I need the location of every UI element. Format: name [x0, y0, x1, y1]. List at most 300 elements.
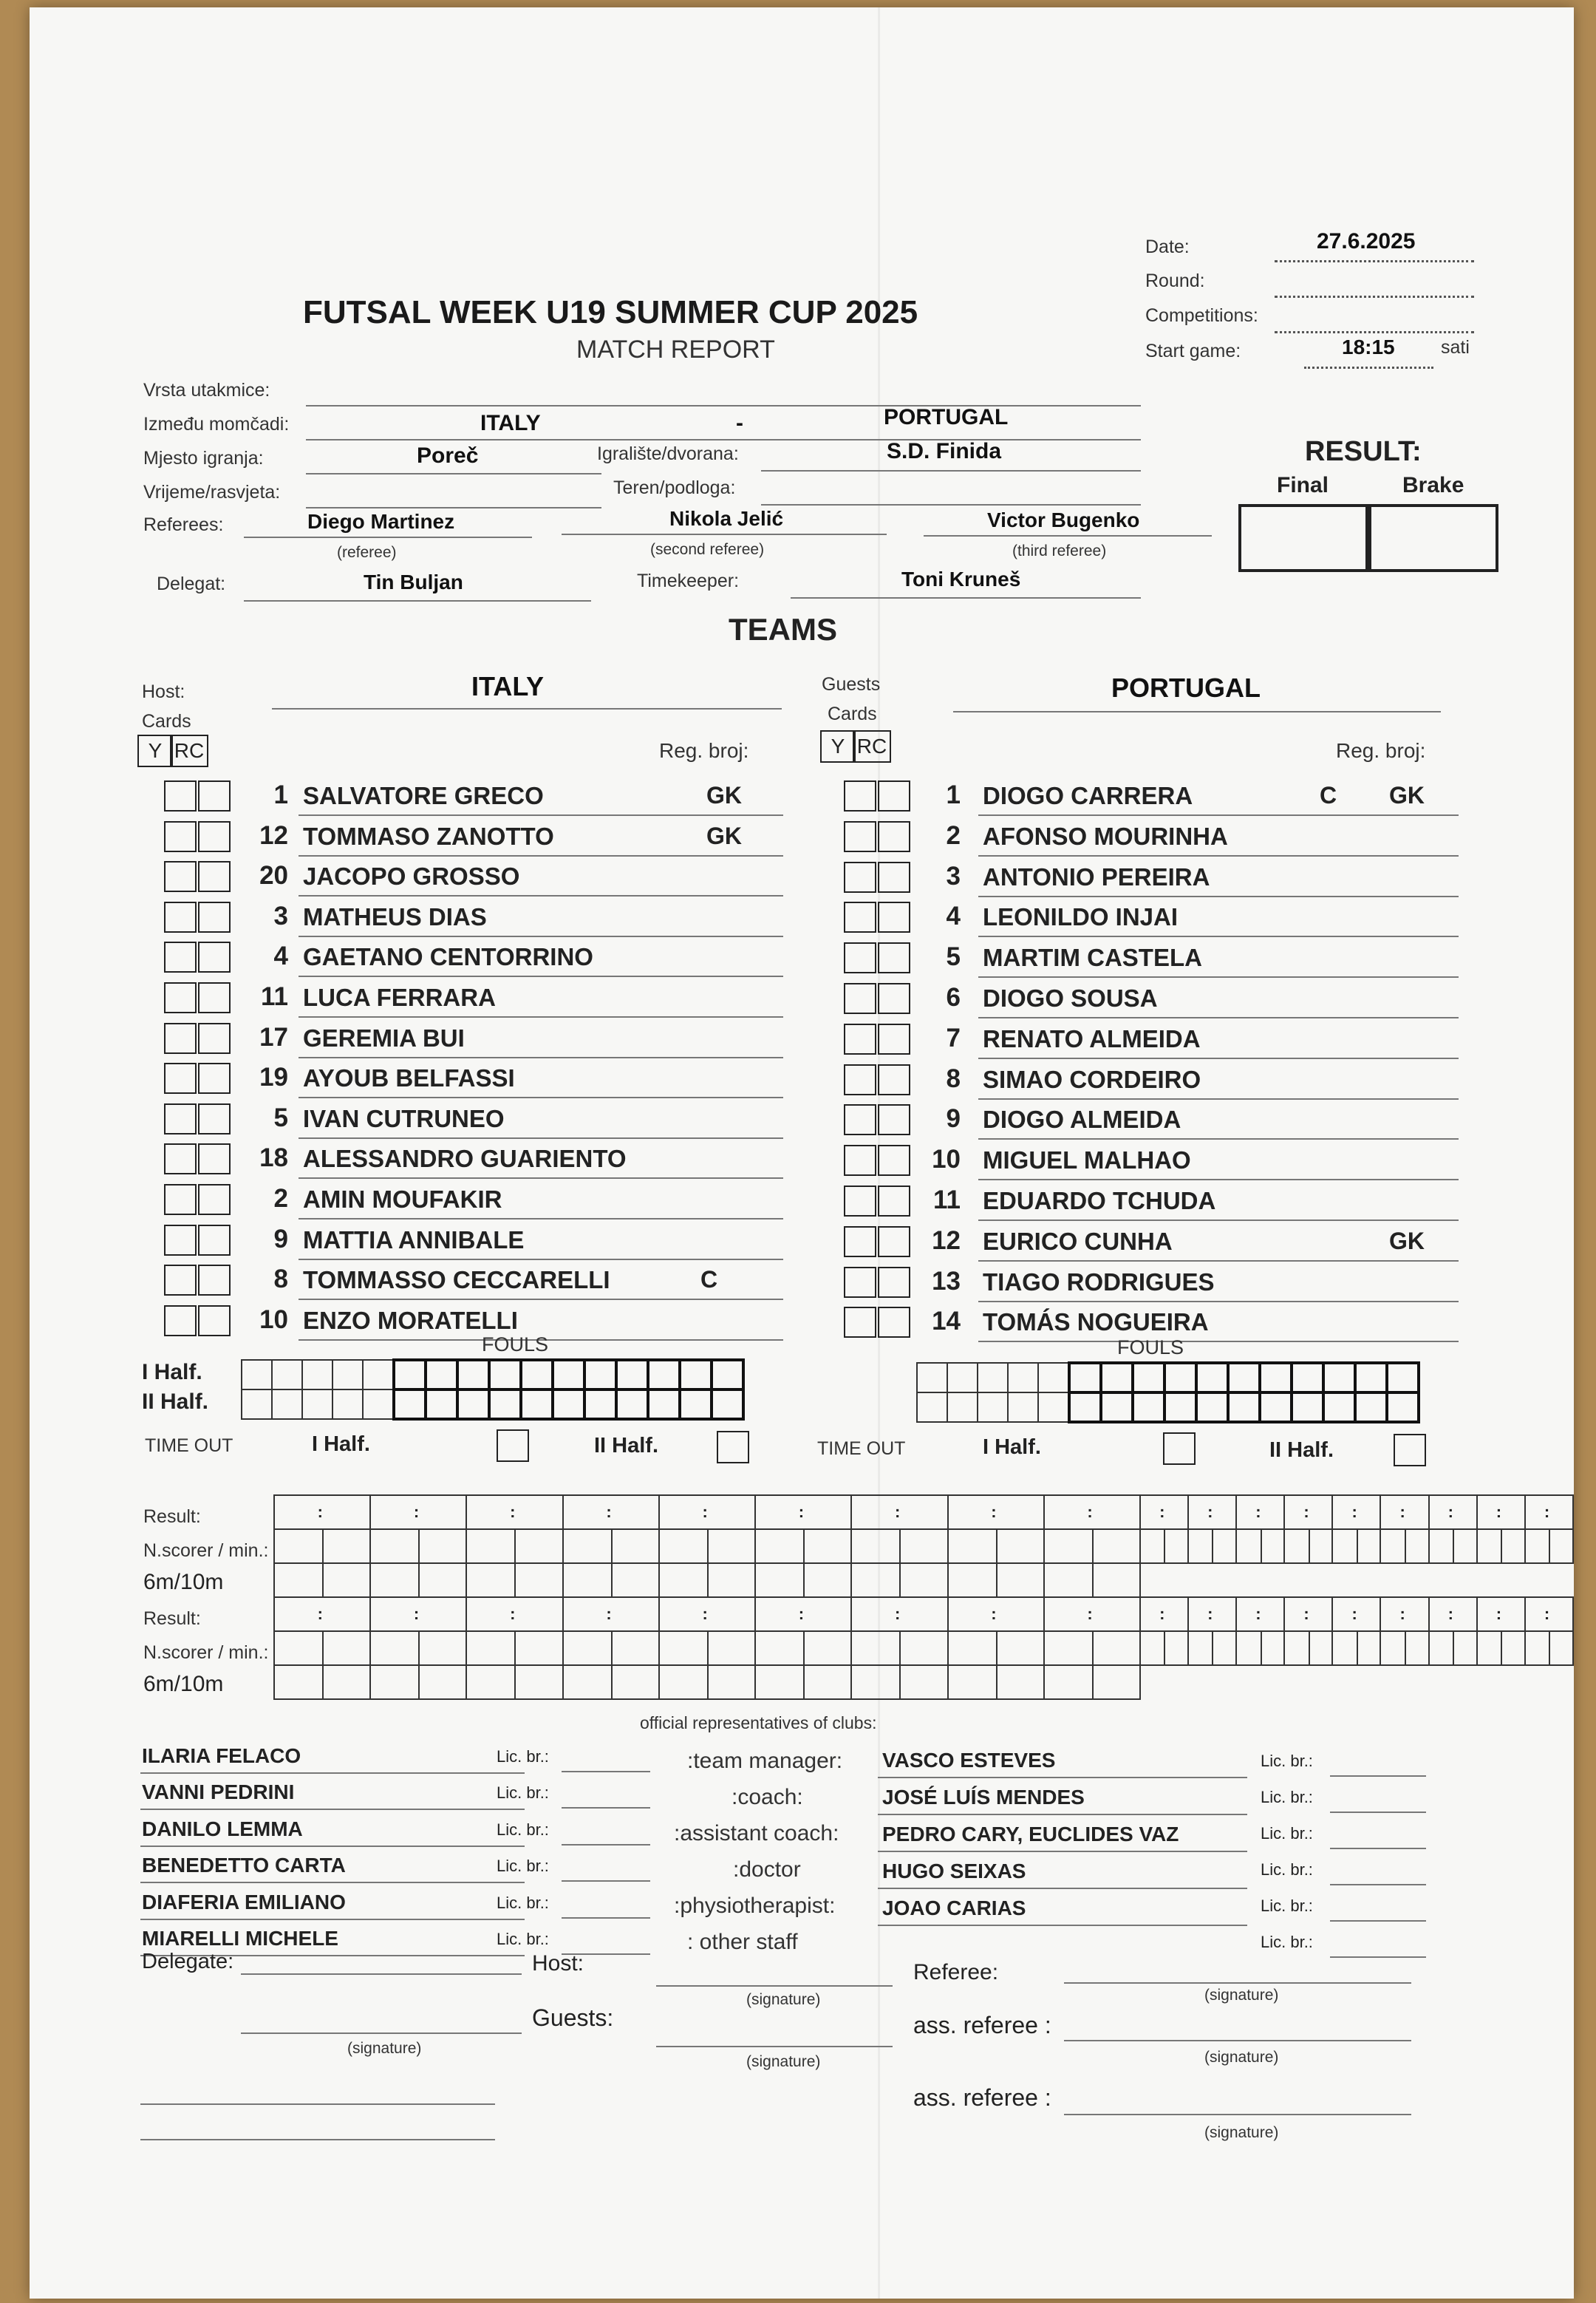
result-cell[interactable] [1309, 1597, 1333, 1631]
scorer-cell[interactable] [1213, 1529, 1236, 1563]
scorer-cell[interactable] [851, 1631, 900, 1665]
guests-sign-line[interactable] [656, 2046, 893, 2047]
result-cell[interactable] [1549, 1495, 1573, 1529]
foul-cell[interactable] [978, 1392, 1008, 1422]
foul-cell[interactable] [363, 1360, 394, 1389]
scorer-cell[interactable] [1525, 1529, 1549, 1563]
result-colon[interactable]: : [1044, 1495, 1093, 1529]
host-timeout-half1-box[interactable] [497, 1429, 529, 1462]
foul-cell[interactable] [1164, 1363, 1196, 1392]
scorer-cell[interactable] [1044, 1631, 1093, 1665]
host-red-card-cell[interactable] [198, 1063, 231, 1094]
guest-official-lic-line[interactable] [1330, 1775, 1426, 1777]
scorer-cell[interactable] [1188, 1529, 1213, 1563]
host-timeout-half2-box[interactable] [717, 1431, 749, 1463]
result-cell[interactable] [997, 1495, 1044, 1529]
penalty-cell[interactable] [659, 1563, 708, 1597]
scorer-cell[interactable] [515, 1529, 562, 1563]
penalty-cell[interactable] [466, 1665, 515, 1699]
result-colon[interactable]: : [1380, 1597, 1405, 1631]
foul-cell[interactable] [1355, 1392, 1387, 1422]
result-colon[interactable]: : [1188, 1597, 1213, 1631]
scorer-cell[interactable] [1525, 1631, 1549, 1665]
guests-yellow-card-cell[interactable] [844, 862, 876, 893]
result-colon[interactable]: : [1284, 1597, 1309, 1631]
penalty-cell[interactable] [563, 1563, 612, 1597]
foul-cell[interactable] [584, 1389, 616, 1419]
scorer-cell[interactable] [370, 1631, 419, 1665]
foul-cell[interactable] [489, 1360, 521, 1389]
penalty-cell[interactable] [515, 1665, 562, 1699]
guests-red-card-cell[interactable] [878, 1185, 910, 1217]
host-red-card-cell[interactable] [198, 942, 231, 973]
foul-cell[interactable] [1260, 1392, 1292, 1422]
scorer-cell[interactable] [370, 1529, 419, 1563]
scorer-cell[interactable] [1405, 1529, 1429, 1563]
penalty-cell[interactable] [948, 1563, 997, 1597]
scorer-cell[interactable] [1477, 1529, 1501, 1563]
penalty-cell[interactable] [948, 1665, 997, 1699]
foul-cell[interactable] [457, 1389, 489, 1419]
result-colon[interactable]: : [1380, 1495, 1405, 1529]
result-colon[interactable]: : [851, 1495, 900, 1529]
scorer-cell[interactable] [708, 1631, 755, 1665]
result-cell[interactable] [612, 1495, 659, 1529]
guests-yellow-card-cell[interactable] [844, 983, 876, 1014]
foul-cell[interactable] [1355, 1363, 1387, 1392]
guests-red-card-cell[interactable] [878, 983, 910, 1014]
result-colon[interactable]: : [370, 1597, 419, 1631]
foul-cell[interactable] [1292, 1363, 1323, 1392]
foul-cell[interactable] [648, 1360, 680, 1389]
result-colon[interactable]: : [755, 1495, 804, 1529]
scorer-cell[interactable] [1236, 1529, 1261, 1563]
scorer-cell[interactable] [1429, 1631, 1453, 1665]
result-colon[interactable]: : [1429, 1597, 1453, 1631]
guests-yellow-card-cell[interactable] [844, 1185, 876, 1217]
result-cell[interactable] [804, 1597, 851, 1631]
scorer-cell[interactable] [1501, 1631, 1525, 1665]
host-yellow-card-cell[interactable] [164, 1225, 197, 1256]
host-yellow-card-cell[interactable] [164, 821, 197, 852]
guests-red-card-cell[interactable] [878, 1104, 910, 1135]
foul-cell[interactable] [332, 1360, 363, 1389]
scorer-cell[interactable] [1284, 1631, 1309, 1665]
foul-cell[interactable] [1038, 1363, 1069, 1392]
penalty-cell[interactable] [997, 1665, 1044, 1699]
host-red-card-cell[interactable] [198, 982, 231, 1013]
foul-cell[interactable] [1133, 1392, 1164, 1422]
guests-yellow-card-cell[interactable] [844, 902, 876, 933]
foul-cell[interactable] [521, 1360, 553, 1389]
scorer-cell[interactable] [612, 1631, 659, 1665]
penalty-cell[interactable] [515, 1563, 562, 1597]
host-official-lic-line[interactable] [562, 1917, 650, 1919]
scorer-cell[interactable] [563, 1631, 612, 1665]
result-cell[interactable] [900, 1597, 947, 1631]
result-colon[interactable]: : [563, 1597, 612, 1631]
ass-referee1-sign-line[interactable] [1064, 2040, 1411, 2041]
scorer-cell[interactable] [1380, 1631, 1405, 1665]
guest-official-lic-line[interactable] [1330, 1956, 1426, 1958]
guest-timeout-half1-box[interactable] [1163, 1432, 1196, 1465]
guests-yellow-card-cell[interactable] [844, 1024, 876, 1055]
guests-yellow-card-cell[interactable] [844, 1267, 876, 1298]
result-colon[interactable]: : [1188, 1495, 1213, 1529]
host-yellow-card-cell[interactable] [164, 1184, 197, 1215]
foul-cell[interactable] [712, 1389, 743, 1419]
scorer-cell[interactable] [1477, 1631, 1501, 1665]
penalty-cell[interactable] [612, 1563, 659, 1597]
scorer-cell[interactable] [1309, 1631, 1333, 1665]
delegate-sign-line1[interactable] [241, 1973, 522, 1975]
foul-cell[interactable] [712, 1360, 743, 1389]
scorer-cell[interactable] [563, 1529, 612, 1563]
result-cell[interactable] [1093, 1495, 1140, 1529]
result-final-box[interactable] [1238, 504, 1371, 572]
scorer-cell[interactable] [1357, 1631, 1381, 1665]
scorer-cell[interactable] [466, 1631, 515, 1665]
foul-cell[interactable] [1164, 1392, 1196, 1422]
penalty-cell[interactable] [1093, 1563, 1140, 1597]
result-colon[interactable]: : [466, 1597, 515, 1631]
scorer-cell[interactable] [1501, 1529, 1525, 1563]
extra-sign-line2[interactable] [140, 2139, 495, 2140]
result-cell[interactable] [419, 1597, 466, 1631]
result-cell[interactable] [323, 1597, 370, 1631]
result-colon[interactable]: : [1477, 1597, 1501, 1631]
guests-red-card-cell[interactable] [878, 942, 910, 973]
result-cell[interactable] [900, 1495, 947, 1529]
result-cell[interactable] [708, 1597, 755, 1631]
penalty-cell[interactable] [659, 1665, 708, 1699]
guests-red-card-cell[interactable] [878, 780, 910, 812]
ass-referee2-sign-line[interactable] [1064, 2114, 1411, 2115]
scorer-cell[interactable] [1405, 1631, 1429, 1665]
result-cell[interactable] [1357, 1597, 1381, 1631]
foul-cell[interactable] [1101, 1392, 1133, 1422]
scorer-cell[interactable] [708, 1529, 755, 1563]
penalty-cell[interactable] [370, 1665, 419, 1699]
scorer-cell[interactable] [659, 1529, 708, 1563]
foul-cell[interactable] [1228, 1392, 1260, 1422]
guests-red-card-cell[interactable] [878, 1267, 910, 1298]
foul-cell[interactable] [1069, 1392, 1101, 1422]
guests-red-card-cell[interactable] [878, 1024, 910, 1055]
scorer-cell[interactable] [1093, 1631, 1140, 1665]
foul-cell[interactable] [1069, 1363, 1101, 1392]
scorer-cell[interactable] [1140, 1529, 1164, 1563]
penalty-cell[interactable] [466, 1563, 515, 1597]
scorer-cell[interactable] [948, 1529, 997, 1563]
host-yellow-card-cell[interactable] [164, 861, 197, 892]
foul-cell[interactable] [947, 1363, 978, 1392]
scorer-cell[interactable] [274, 1529, 323, 1563]
foul-cell[interactable] [553, 1389, 584, 1419]
result-cell[interactable] [1501, 1495, 1525, 1529]
foul-cell[interactable] [394, 1389, 426, 1419]
foul-cell[interactable] [394, 1360, 426, 1389]
guests-yellow-card-cell[interactable] [844, 1226, 876, 1257]
penalty-cell[interactable] [1093, 1665, 1140, 1699]
result-cell[interactable] [1453, 1495, 1477, 1529]
host-yellow-card-cell[interactable] [164, 780, 197, 812]
guests-yellow-card-cell[interactable] [844, 821, 876, 852]
foul-cell[interactable] [680, 1360, 712, 1389]
penalty-cell[interactable] [900, 1665, 947, 1699]
host-red-card-cell[interactable] [198, 1143, 231, 1174]
scorer-cell[interactable] [466, 1529, 515, 1563]
result-colon[interactable]: : [659, 1597, 708, 1631]
result-cell[interactable] [1309, 1495, 1333, 1529]
result-colon[interactable]: : [274, 1495, 323, 1529]
scorer-cell[interactable] [323, 1631, 370, 1665]
foul-cell[interactable] [426, 1389, 457, 1419]
foul-cell[interactable] [1292, 1392, 1323, 1422]
guests-yellow-card-cell[interactable] [844, 1145, 876, 1176]
guest-official-lic-line[interactable] [1330, 1884, 1426, 1885]
result-cell[interactable] [1093, 1597, 1140, 1631]
foul-cell[interactable] [1008, 1363, 1038, 1392]
guest-official-lic-line[interactable] [1330, 1812, 1426, 1813]
result-cell[interactable] [1357, 1495, 1381, 1529]
scorer-cell[interactable] [900, 1631, 947, 1665]
foul-cell[interactable] [1323, 1363, 1355, 1392]
result-colon[interactable]: : [1332, 1495, 1357, 1529]
host-red-card-cell[interactable] [198, 1103, 231, 1135]
host-red-card-cell[interactable] [198, 780, 231, 812]
foul-cell[interactable] [332, 1389, 363, 1419]
result-cell[interactable] [1501, 1597, 1525, 1631]
scorer-cell[interactable] [612, 1529, 659, 1563]
foul-cell[interactable] [1008, 1392, 1038, 1422]
result-colon[interactable]: : [466, 1495, 515, 1529]
host-yellow-card-cell[interactable] [164, 942, 197, 973]
scorer-cell[interactable] [419, 1631, 466, 1665]
foul-cell[interactable] [489, 1389, 521, 1419]
foul-cell[interactable] [917, 1363, 947, 1392]
guests-red-card-cell[interactable] [878, 821, 910, 852]
scorer-cell[interactable] [515, 1631, 562, 1665]
foul-cell[interactable] [1196, 1392, 1228, 1422]
scorer-cell[interactable] [1261, 1529, 1285, 1563]
foul-cell[interactable] [1387, 1363, 1419, 1392]
penalty-cell[interactable] [563, 1665, 612, 1699]
result-colon[interactable]: : [851, 1597, 900, 1631]
penalty-cell[interactable] [612, 1665, 659, 1699]
result-cell[interactable] [1261, 1597, 1285, 1631]
scorer-cell[interactable] [804, 1631, 851, 1665]
foul-cell[interactable] [1387, 1392, 1419, 1422]
foul-cell[interactable] [978, 1363, 1008, 1392]
penalty-cell[interactable] [323, 1563, 370, 1597]
scorer-cell[interactable] [1429, 1529, 1453, 1563]
result-colon[interactable]: : [755, 1597, 804, 1631]
result-cell[interactable] [997, 1597, 1044, 1631]
scorer-cell[interactable] [1164, 1529, 1188, 1563]
referee-sign-line[interactable] [1064, 1982, 1411, 1984]
result-colon[interactable]: : [659, 1495, 708, 1529]
result-cell[interactable] [612, 1597, 659, 1631]
scorer-cell[interactable] [1549, 1631, 1573, 1665]
foul-cell[interactable] [616, 1360, 648, 1389]
host-yellow-card-cell[interactable] [164, 1023, 197, 1054]
result-colon[interactable]: : [1525, 1597, 1549, 1631]
foul-cell[interactable] [648, 1389, 680, 1419]
scorer-cell[interactable] [1309, 1529, 1333, 1563]
penalty-cell[interactable] [274, 1665, 323, 1699]
foul-cell[interactable] [680, 1389, 712, 1419]
guest-fouls-grid[interactable] [916, 1361, 1420, 1423]
result-colon[interactable]: : [1332, 1597, 1357, 1631]
delegate-sign-line2[interactable] [241, 2032, 522, 2034]
foul-cell[interactable] [947, 1392, 978, 1422]
foul-cell[interactable] [1323, 1392, 1355, 1422]
scorer-cell[interactable] [1213, 1631, 1236, 1665]
foul-cell[interactable] [1133, 1363, 1164, 1392]
guests-red-card-cell[interactable] [878, 902, 910, 933]
penalty-cell[interactable] [755, 1563, 804, 1597]
host-yellow-card-cell[interactable] [164, 1265, 197, 1296]
penalty-cell[interactable] [804, 1665, 851, 1699]
result-cell[interactable] [419, 1495, 466, 1529]
result-cell[interactable] [1549, 1597, 1573, 1631]
host-official-lic-line[interactable] [562, 1880, 650, 1882]
host-red-card-cell[interactable] [198, 861, 231, 892]
scorer-cell[interactable] [1357, 1529, 1381, 1563]
guests-yellow-card-cell[interactable] [844, 780, 876, 812]
foul-cell[interactable] [302, 1360, 332, 1389]
host-red-card-cell[interactable] [198, 1305, 231, 1336]
foul-cell[interactable] [457, 1360, 489, 1389]
scorer-cell[interactable] [1236, 1631, 1261, 1665]
guest-official-lic-line[interactable] [1330, 1848, 1426, 1849]
scorer-cell[interactable] [1453, 1631, 1477, 1665]
scorer-cell[interactable] [1549, 1529, 1573, 1563]
scorer-cell[interactable] [1140, 1631, 1164, 1665]
penalty-cell[interactable] [804, 1563, 851, 1597]
result-cell[interactable] [1405, 1597, 1429, 1631]
penalty-cell[interactable] [755, 1665, 804, 1699]
guest-official-lic-line[interactable] [1330, 1920, 1426, 1922]
result-cell[interactable] [515, 1597, 562, 1631]
host-official-lic-line[interactable] [562, 1807, 650, 1809]
scorer-cell[interactable] [997, 1631, 1044, 1665]
foul-cell[interactable] [917, 1392, 947, 1422]
host-red-card-cell[interactable] [198, 902, 231, 933]
foul-cell[interactable] [521, 1389, 553, 1419]
host-red-card-cell[interactable] [198, 1023, 231, 1054]
result-cell[interactable] [804, 1495, 851, 1529]
penalty-cell[interactable] [419, 1563, 466, 1597]
penalty-cell[interactable] [274, 1563, 323, 1597]
penalty-cell[interactable] [323, 1665, 370, 1699]
result-colon[interactable]: : [1044, 1597, 1093, 1631]
host-official-lic-line[interactable] [562, 1844, 650, 1846]
guest-timeout-half2-box[interactable] [1394, 1434, 1426, 1466]
guests-yellow-card-cell[interactable] [844, 1104, 876, 1135]
result-cell[interactable] [1213, 1495, 1236, 1529]
scorer-cell[interactable] [1044, 1529, 1093, 1563]
scorer-cell[interactable] [1332, 1529, 1357, 1563]
host-yellow-card-cell[interactable] [164, 1063, 197, 1094]
foul-cell[interactable] [553, 1360, 584, 1389]
scorer-cell[interactable] [659, 1631, 708, 1665]
foul-cell[interactable] [1101, 1363, 1133, 1392]
scorer-cell[interactable] [1284, 1529, 1309, 1563]
result-colon[interactable]: : [948, 1597, 997, 1631]
result-colon[interactable]: : [1236, 1597, 1261, 1631]
host-red-card-cell[interactable] [198, 821, 231, 852]
result-colon[interactable]: : [1477, 1495, 1501, 1529]
result-colon[interactable]: : [274, 1597, 323, 1631]
scorer-cell[interactable] [1380, 1529, 1405, 1563]
result-colon[interactable]: : [1525, 1495, 1549, 1529]
result-cell[interactable] [1213, 1597, 1236, 1631]
result-colon[interactable]: : [370, 1495, 419, 1529]
result-cell[interactable] [1164, 1495, 1188, 1529]
scorer-cell[interactable] [900, 1529, 947, 1563]
host-red-card-cell[interactable] [198, 1265, 231, 1296]
host-yellow-card-cell[interactable] [164, 1305, 197, 1336]
scorer-cell[interactable] [1453, 1529, 1477, 1563]
foul-cell[interactable] [272, 1360, 302, 1389]
scorer-cell[interactable] [419, 1529, 466, 1563]
scorer-cell[interactable] [1188, 1631, 1213, 1665]
result-cell[interactable] [1405, 1495, 1429, 1529]
result-cell[interactable] [1453, 1597, 1477, 1631]
host-red-card-cell[interactable] [198, 1184, 231, 1215]
result-colon[interactable]: : [1236, 1495, 1261, 1529]
host-red-card-cell[interactable] [198, 1225, 231, 1256]
penalty-cell[interactable] [708, 1563, 755, 1597]
foul-cell[interactable] [1228, 1363, 1260, 1392]
penalty-cell[interactable] [708, 1665, 755, 1699]
result-colon[interactable]: : [948, 1495, 997, 1529]
score-grid[interactable] [273, 1494, 1574, 1700]
result-cell[interactable] [1164, 1597, 1188, 1631]
penalty-cell[interactable] [1044, 1563, 1093, 1597]
extra-sign-line1[interactable] [140, 2103, 495, 2105]
penalty-cell[interactable] [1044, 1665, 1093, 1699]
foul-cell[interactable] [272, 1389, 302, 1419]
host-yellow-card-cell[interactable] [164, 902, 197, 933]
guests-yellow-card-cell[interactable] [844, 1307, 876, 1338]
penalty-cell[interactable] [851, 1665, 900, 1699]
penalty-cell[interactable] [997, 1563, 1044, 1597]
scorer-cell[interactable] [1164, 1631, 1188, 1665]
scorer-cell[interactable] [755, 1631, 804, 1665]
guests-red-card-cell[interactable] [878, 1307, 910, 1338]
result-colon[interactable]: : [1429, 1495, 1453, 1529]
guests-yellow-card-cell[interactable] [844, 1064, 876, 1095]
result-brake-box[interactable] [1365, 504, 1498, 572]
foul-cell[interactable] [363, 1389, 394, 1419]
penalty-cell[interactable] [851, 1563, 900, 1597]
penalty-cell[interactable] [419, 1665, 466, 1699]
scorer-cell[interactable] [1261, 1631, 1285, 1665]
result-cell[interactable] [323, 1495, 370, 1529]
foul-cell[interactable] [426, 1360, 457, 1389]
foul-cell[interactable] [242, 1360, 272, 1389]
foul-cell[interactable] [1038, 1392, 1069, 1422]
host-yellow-card-cell[interactable] [164, 1143, 197, 1174]
foul-cell[interactable] [242, 1389, 272, 1419]
result-cell[interactable] [708, 1495, 755, 1529]
guests-red-card-cell[interactable] [878, 1145, 910, 1176]
scorer-cell[interactable] [323, 1529, 370, 1563]
guests-red-card-cell[interactable] [878, 1226, 910, 1257]
